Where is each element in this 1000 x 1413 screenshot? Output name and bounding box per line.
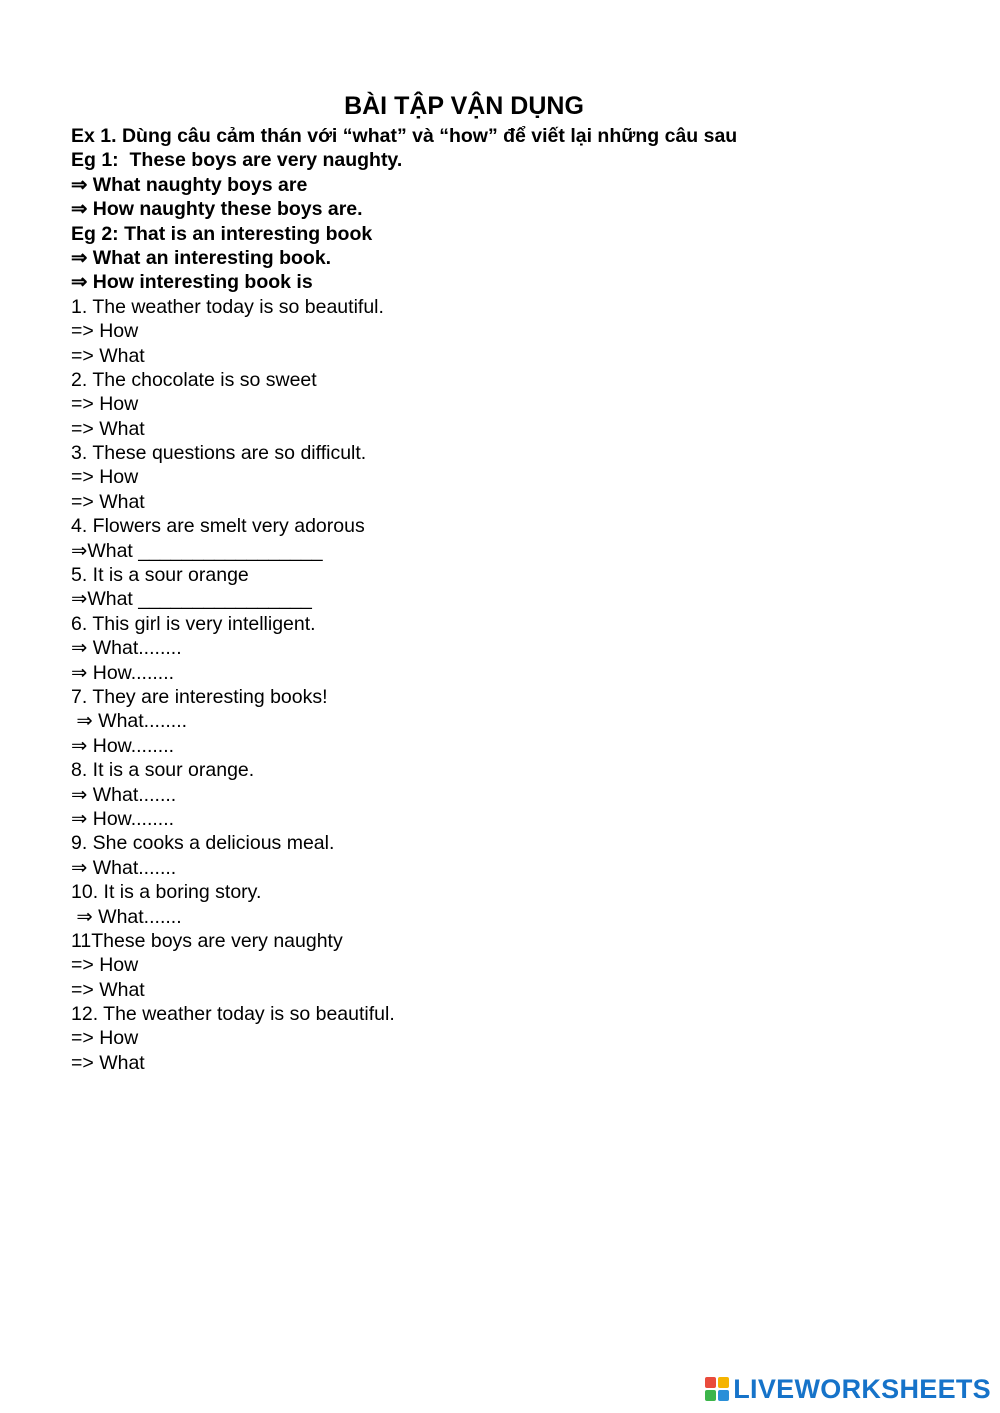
exercise-line: 11These boys are very naughty [71, 929, 343, 952]
exercise-line: 5. It is a sour orange [71, 564, 249, 587]
exercise-line: => What [71, 490, 145, 513]
exercise-line: 3. These questions are so difficult. [71, 442, 367, 465]
exercise-line: ⇒ How........ [71, 807, 175, 830]
exercise-line: 9. She cooks a delicious meal. [71, 832, 335, 855]
exercise-text [71, 124, 960, 1075]
exercise-line: 2. The chocolate is so sweet [71, 368, 317, 391]
exercise-line: => How [71, 393, 139, 416]
exercise-line: 1. The weather today is so beautiful. [71, 295, 384, 318]
liveworksheets-logo-icon [705, 1377, 729, 1401]
exercise-line: Eg 2: That is an interesting book [71, 222, 373, 245]
exercise-line: ⇒ How........ [71, 661, 175, 684]
exercise-line: => What [71, 978, 145, 1001]
logo-square [718, 1390, 729, 1401]
exercise-line: 12. The weather today is so beautiful. [71, 1003, 395, 1026]
exercise-line: ⇒ What........ [71, 637, 182, 660]
exercise-line: 8. It is a sour orange. [71, 759, 255, 782]
exercise-line: Ex 1. Dùng câu cảm thán với “what” và “how” để viết lại những câu sau [71, 125, 738, 147]
exercise-line: ⇒What ________________ [71, 588, 312, 611]
logo-square [705, 1390, 716, 1401]
logo-square [718, 1377, 729, 1388]
exercise-line: 10. It is a boring story. [71, 881, 262, 904]
exercise-line: => What [71, 344, 145, 367]
exercise-line: => How [71, 954, 139, 977]
exercise-line: 7. They are interesting books! [71, 685, 328, 708]
exercise-line: => How [71, 320, 139, 343]
exercise-line: => What [71, 1051, 145, 1074]
exercise-line: ⇒ What....... [71, 783, 177, 806]
exercise-line: ⇒ What........ [71, 710, 188, 733]
exercise-line: ⇒ How naughty these boys are. [71, 198, 363, 221]
logo-text: LIVEWORKSHEETS [733, 1373, 991, 1404]
exercise-line: ⇒ What....... [71, 905, 182, 928]
exercise-line: 6. This girl is very intelligent. [71, 612, 316, 635]
exercise-line: ⇒ What....... [71, 856, 177, 879]
exercise-line: ⇒ How interesting book is [71, 271, 313, 294]
exercise-line: ⇒What _________________ [71, 539, 323, 562]
exercise-line: ⇒ What naughty boys are [71, 173, 308, 196]
exercise-line: Eg 1: These boys are very naughty. [71, 149, 403, 172]
exercise-line: => What [71, 417, 145, 440]
exercise-line: ⇒ What an interesting book. [71, 246, 332, 269]
exercise-line: ⇒ How........ [71, 734, 175, 757]
exercise-line: => How [71, 466, 139, 489]
logo-square [705, 1377, 716, 1388]
exercise-line: => How [71, 1027, 139, 1050]
worksheet-title: BÀI TẬP VẬN DỤNG [344, 92, 584, 120]
exercise-line: 4. Flowers are smelt very adorous [71, 515, 365, 538]
liveworksheets-logo [705, 1373, 991, 1405]
